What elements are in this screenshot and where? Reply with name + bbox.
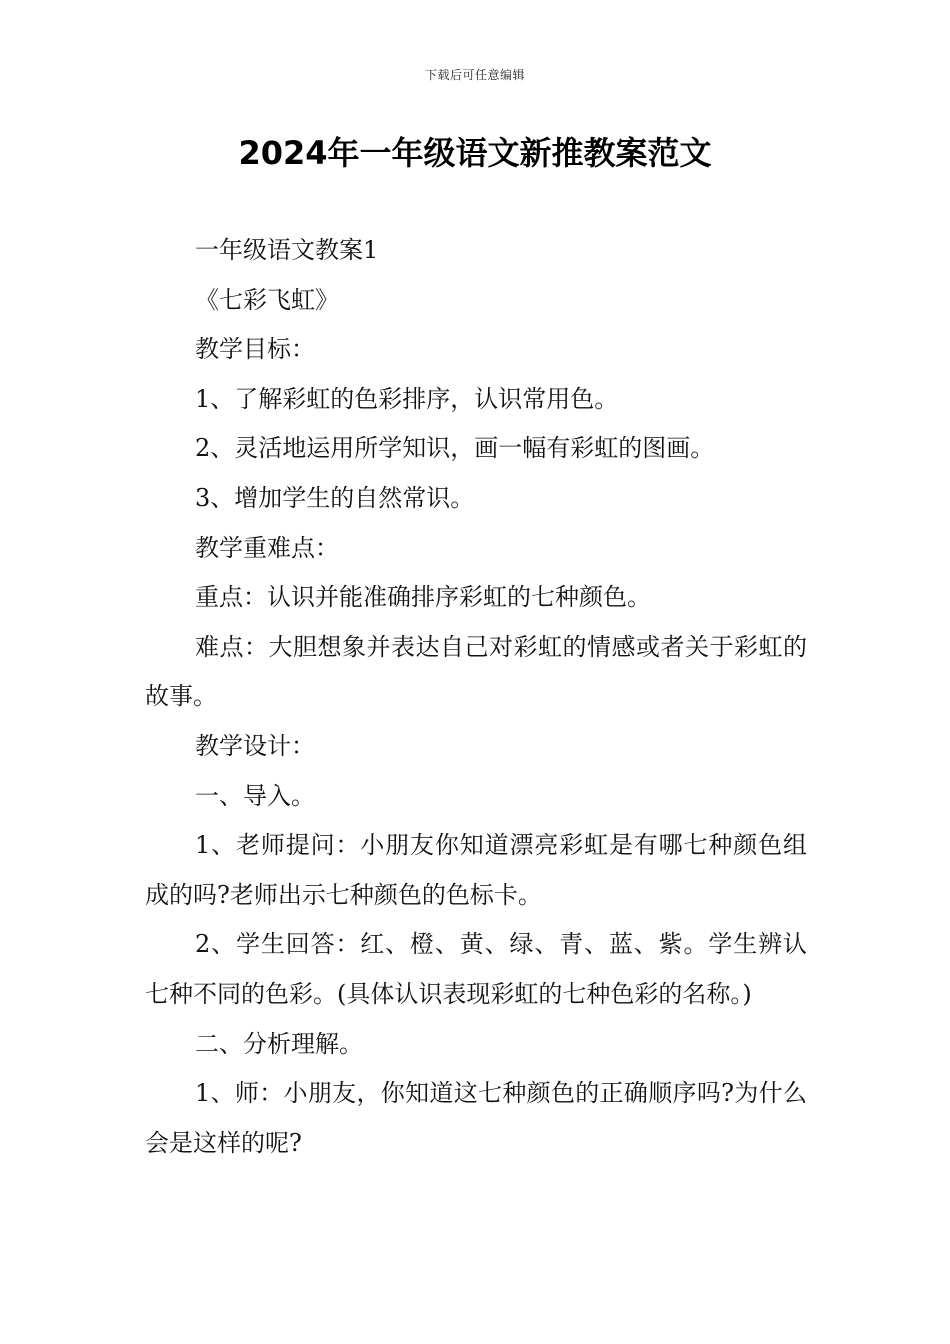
paragraph-intro-step-2: 2、学生回答：红、橙、黄、绿、青、蓝、紫。学生辨认七种不同的色彩。(具体认识表现彩虹的七种色彩的名称。): [145, 930, 807, 1008]
paragraph-key-point: 重点：认识并能准确排序彩虹的七种颜色。: [195, 583, 651, 612]
header-note: 下载后可任意编辑: [424, 68, 525, 82]
paragraph-goal-3: 3、增加学生的自然常识。: [195, 483, 475, 512]
paragraph-section-intro: 一、导入。: [195, 781, 315, 810]
paragraph-design-heading: 教学设计：: [195, 731, 315, 760]
paragraph-lesson-title: 《七彩飞虹》: [195, 285, 339, 314]
paragraph-goal-2: 2、灵活地运用所学知识，画一幅有彩虹的图画。: [195, 434, 715, 463]
document-body: [145, 226, 807, 1168]
paragraph-analysis-step-1: 1、师：小朋友，你知道这七种颜色的正确顺序吗?为什么会是这样的呢?: [145, 1079, 807, 1157]
paragraph-goals-heading: 教学目标：: [195, 335, 315, 364]
paragraph-difficulty: 难点：大胆想象并表达自己对彩虹的情感或者关于彩虹的故事。: [145, 632, 807, 711]
paragraph-key-points-heading: 教学重难点：: [195, 533, 339, 562]
document-title: 2024年一年级语文新推教案范文: [238, 134, 712, 172]
paragraph-section-analysis: 二、分析理解。: [195, 1029, 363, 1058]
paragraph-goal-1: 1、了解彩虹的色彩排序，认识常用色。: [195, 384, 619, 413]
paragraph-lesson-heading: 一年级语文教案1: [195, 236, 379, 264]
paragraph-intro-step-1: 1、老师提问：小朋友你知道漂亮彩虹是有哪七种颜色组成的吗?老师出示七种颜色的色标卡。: [145, 831, 807, 909]
